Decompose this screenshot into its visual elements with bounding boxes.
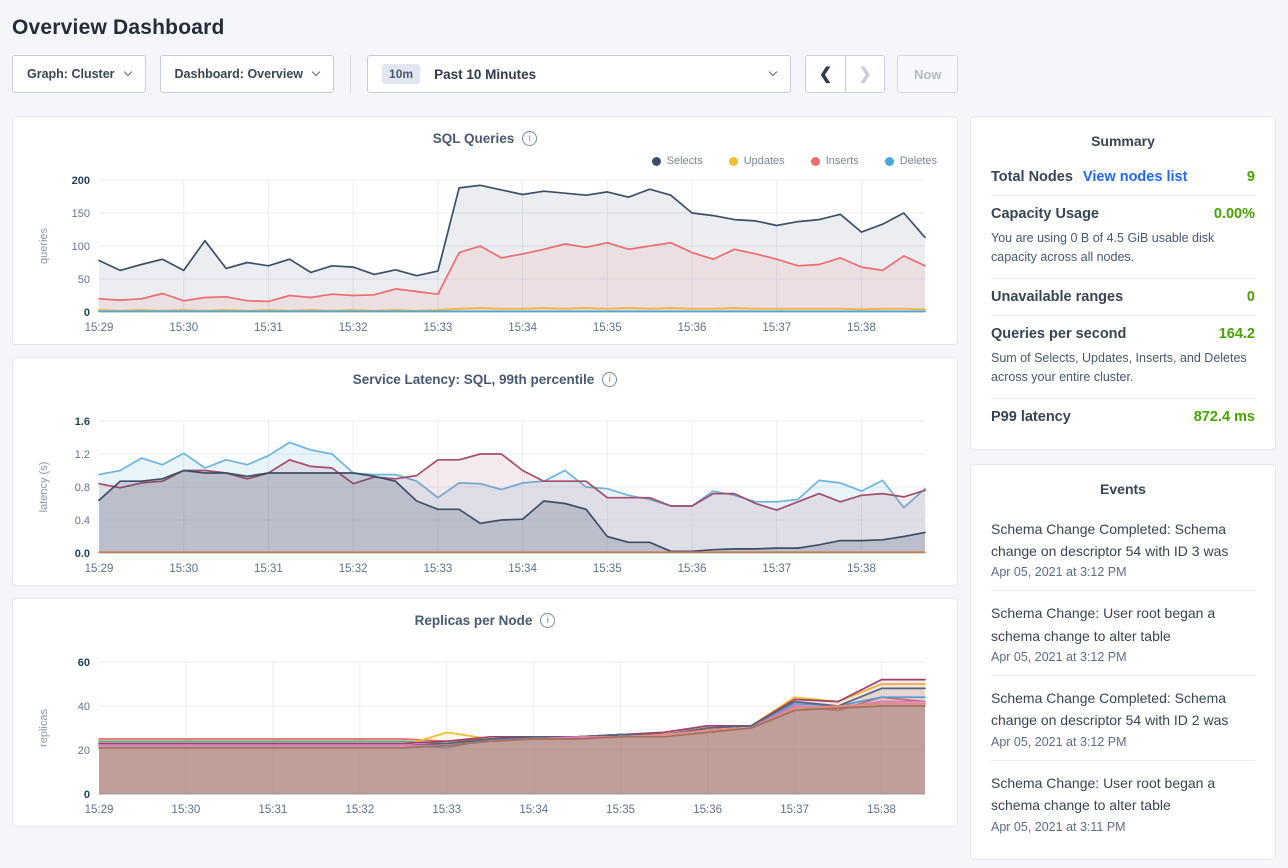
event-text: Schema Change Completed: Schema change on descriptor 54 with ID 3 was <box>991 520 1229 559</box>
svg-text:latency (s): latency (s) <box>38 461 50 513</box>
toolbar <box>12 54 1276 94</box>
svg-text:60: 60 <box>77 657 90 669</box>
legend-item-inserts[interactable]: Inserts <box>811 152 859 170</box>
time-next-button[interactable]: ❯ <box>845 56 884 92</box>
svg-text:15:35: 15:35 <box>606 804 636 816</box>
view-nodes-list-link[interactable]: View nodes list <box>1082 169 1188 185</box>
svg-text:15:30: 15:30 <box>171 804 201 816</box>
summary-label: Unavailable ranges <box>991 288 1124 305</box>
sql-queries-chart-card <box>12 116 958 345</box>
replicas-chart-plot <box>33 652 937 820</box>
main-content <box>12 116 1276 868</box>
legend-item-updates[interactable]: Updates <box>729 152 785 170</box>
summary-row-unavailable <box>991 279 1255 315</box>
svg-text:15:34: 15:34 <box>508 563 537 575</box>
svg-text:100: 100 <box>71 241 90 253</box>
event-text: Schema Change Completed: Schema change on descriptor 54 with ID 2 was <box>991 690 1229 729</box>
dashboard-dropdown[interactable] <box>160 55 335 93</box>
svg-text:15:36: 15:36 <box>677 563 707 575</box>
svg-text:15:31: 15:31 <box>254 322 283 334</box>
chevron-down-icon <box>312 68 320 76</box>
summary-value: 0 <box>1246 288 1255 305</box>
svg-text:15:36: 15:36 <box>677 322 707 334</box>
sidebar-column <box>970 116 1276 868</box>
svg-text:15:35: 15:35 <box>592 322 622 334</box>
service-latency-chart-card <box>12 357 958 586</box>
events-card <box>970 464 1276 860</box>
svg-text:15:38: 15:38 <box>847 322 876 334</box>
summary-row-qps <box>991 316 1255 398</box>
event-item[interactable] <box>991 507 1255 591</box>
info-icon[interactable]: i <box>522 131 537 146</box>
summary-value: 0.00% <box>1213 206 1255 222</box>
svg-text:15:32: 15:32 <box>345 804 375 816</box>
service-latency-chart-plot <box>33 411 937 579</box>
info-icon[interactable]: i <box>540 613 555 628</box>
event-timestamp: Apr 05, 2021 at 3:12 PM <box>991 650 1127 665</box>
svg-text:15:32: 15:32 <box>338 322 368 334</box>
time-prev-button[interactable]: ❮ <box>818 66 833 83</box>
summary-value: 9 <box>1246 169 1255 185</box>
svg-text:15:29: 15:29 <box>84 804 114 816</box>
graph-dropdown-label: Graph: Cluster <box>27 67 115 81</box>
svg-text:queries: queries <box>38 227 50 265</box>
charts-column <box>12 116 958 839</box>
svg-text:1.2: 1.2 <box>74 449 90 461</box>
legend-item-deletes[interactable]: Deletes <box>885 152 937 170</box>
svg-text:15:29: 15:29 <box>84 563 114 575</box>
svg-text:15:38: 15:38 <box>867 804 896 816</box>
svg-text:15:38: 15:38 <box>847 563 876 575</box>
now-button[interactable]: Now <box>897 55 958 93</box>
dashboard-dropdown-label: Dashboard: Overview <box>174 67 304 81</box>
svg-text:15:30: 15:30 <box>169 563 199 575</box>
svg-text:50: 50 <box>77 274 90 286</box>
summary-desc: You are using 0 B of 4.5 GiB usable disk capacity across all nodes. <box>991 231 1215 265</box>
svg-text:150: 150 <box>71 208 90 220</box>
svg-text:15:37: 15:37 <box>762 563 792 575</box>
summary-label: Capacity Usage <box>991 206 1099 222</box>
summary-value: 164.2 <box>1218 325 1255 342</box>
summary-row-p99 <box>991 399 1255 435</box>
svg-text:15:33: 15:33 <box>423 322 453 334</box>
svg-text:1.6: 1.6 <box>74 416 90 428</box>
event-item[interactable] <box>991 761 1255 845</box>
chevron-down-icon <box>769 68 777 76</box>
summary-label: Total Nodes <box>991 169 1073 185</box>
time-range-picker[interactable] <box>367 55 791 93</box>
summary-desc: Sum of Selects, Updates, Inserts, and Deletes across your entire cluster. <box>991 350 1247 385</box>
svg-text:15:35: 15:35 <box>592 563 622 575</box>
event-item[interactable] <box>991 676 1255 760</box>
summary-value: 872.4 ms <box>1193 408 1255 425</box>
graph-dropdown[interactable] <box>12 55 146 93</box>
summary-label: P99 latency <box>991 408 1071 425</box>
svg-text:replicas: replicas <box>38 709 50 747</box>
chart-legend <box>33 152 937 170</box>
summary-row-total-nodes <box>991 159 1255 195</box>
summary-card <box>970 116 1276 450</box>
svg-text:0: 0 <box>83 789 90 801</box>
svg-text:15:31: 15:31 <box>258 804 288 816</box>
event-timestamp: Apr 05, 2021 at 3:11 PM <box>991 819 1126 834</box>
toolbar-divider <box>350 55 351 93</box>
legend-dot <box>729 157 738 166</box>
summary-title: Summary <box>1091 133 1155 149</box>
info-icon[interactable]: i <box>602 372 617 387</box>
chevron-down-icon <box>123 68 131 76</box>
events-title: Events <box>1100 480 1146 497</box>
legend-dot <box>652 157 661 166</box>
sql-queries-chart-plot <box>33 170 937 338</box>
svg-text:0: 0 <box>83 307 90 319</box>
legend-item-selects[interactable]: Selects <box>652 152 703 170</box>
svg-text:15:32: 15:32 <box>338 563 368 575</box>
svg-text:0.4: 0.4 <box>74 515 90 527</box>
svg-text:40: 40 <box>77 701 90 713</box>
event-text: Schema Change: User root began a schema change to alter table <box>991 774 1216 814</box>
event-item[interactable] <box>991 591 1255 675</box>
event-text: Schema Change: User root began a schema change to alter table <box>991 605 1216 644</box>
legend-dot <box>811 157 820 166</box>
svg-text:0.0: 0.0 <box>74 548 90 560</box>
chart-title: SQL Queries <box>432 131 515 146</box>
event-timestamp: Apr 05, 2021 at 3:12 PM <box>991 565 1127 580</box>
chart-title: Service Latency: SQL, 99th percentile <box>352 372 595 387</box>
page-title: Overview Dashboard <box>12 16 225 39</box>
svg-text:0.8: 0.8 <box>74 482 90 494</box>
svg-text:15:34: 15:34 <box>519 804 549 816</box>
time-nav-group <box>805 55 885 93</box>
svg-text:15:29: 15:29 <box>84 322 114 334</box>
summary-row-capacity <box>991 196 1255 278</box>
summary-label: Queries per second <box>991 325 1127 342</box>
svg-text:15:34: 15:34 <box>508 322 537 334</box>
legend-dot <box>885 157 894 166</box>
svg-text:15:36: 15:36 <box>693 804 723 816</box>
event-timestamp: Apr 05, 2021 at 3:12 PM <box>991 734 1127 749</box>
svg-text:15:30: 15:30 <box>169 322 199 334</box>
svg-text:15:33: 15:33 <box>432 804 462 816</box>
svg-text:15:37: 15:37 <box>762 322 792 334</box>
svg-text:15:31: 15:31 <box>254 563 283 575</box>
chart-title: Replicas per Node <box>414 613 533 628</box>
replicas-chart-card <box>12 598 958 827</box>
time-range-badge: 10m <box>382 64 420 84</box>
svg-text:200: 200 <box>71 175 90 187</box>
svg-text:15:33: 15:33 <box>423 563 453 575</box>
svg-text:20: 20 <box>77 745 90 757</box>
time-range-label: Past 10 Minutes <box>434 66 537 82</box>
svg-text:15:37: 15:37 <box>780 804 809 816</box>
